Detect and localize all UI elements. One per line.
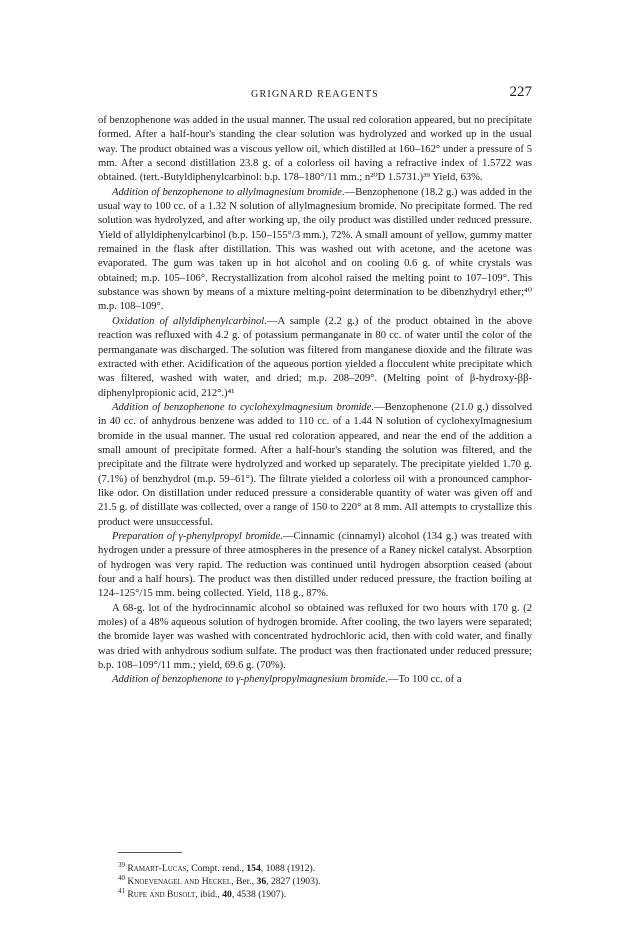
paragraph-text: —To 100 cc. of a	[387, 674, 462, 686]
body-text	[98, 114, 532, 688]
running-head	[98, 84, 532, 106]
footnote-author: Rupe and Busolt	[127, 889, 196, 900]
subhead-allyl-addition: Addition of benzophenone to allylmagnesium bromide.	[112, 186, 345, 198]
footnote-rule	[118, 852, 182, 853]
footnote-rest: , 2827 (1903).	[266, 876, 321, 887]
page-number: 227	[509, 84, 532, 100]
paragraph-text: —Benzophenone (18.2 g.) was added in the usual way to 100 cc. of a 1.32 N solution of allylmagnesium bromide. No precipitate formed. The red solution was hydrolyzed, and after working up, the oily product was distilled under reduced pressure. Yield of allyldiphenylcarbinol (b.p. 150–155°/3 mm.), 72%. A small amount of yellow, gummy matter remained in the flask after distillation. This was washed out with acetone, and the acetone was evaporated. The gum was taken up in hot alcohol and on cooling 0.6 g. of white crystals was obtained; m.p. 105–106°. Recrystallization from alcohol raised the melting point to 107–109°. This substance was shown by means of a mixture melting-point determination to be dibenzhydryl ether;⁴⁰ m.p. 108–109°.	[98, 186, 532, 313]
paragraph-cyclohexyl-addition	[98, 401, 532, 530]
paragraph-text: —A sample (2.2 g.) of the product obtained in the above reaction was refluxed with 4.2 g. of potassium permanganate in 80 cc. of water until the color of the permanganate was discharged. The solution was filtered from manganese dioxide and the filtrate was extracted with ether. Acidification of the aqueous portion yielded a flocculent white precipitate which was filtered, washed with water, and dried; m.p. 208–209°. (Melting point of β-hydroxy-ββ-diphenylpropionic acid, 212°.)⁴¹	[98, 315, 532, 399]
footnote-41	[98, 888, 532, 901]
paragraph-phenylpropyl-bromide	[98, 530, 532, 602]
footnotes	[98, 862, 532, 901]
footnote-author: Ramart-Lucas	[127, 863, 187, 874]
paragraph-allyl-addition	[98, 186, 532, 315]
footnote-author: Knoevenagel and Heckel	[127, 876, 232, 887]
footnote-39	[98, 862, 532, 875]
footnote-volume: 154	[246, 863, 261, 874]
subhead-phenylpropyl-addition: Addition of benzophenone to γ-phenylpropylmagnesium bromide.	[112, 674, 388, 686]
running-title: GRIGNARD REAGENTS	[251, 89, 379, 100]
subhead-cyclohexyl-addition: Addition of benzophenone to cyclohexylmagnesium bromide.	[112, 401, 375, 413]
footnote-source: , Ber.,	[231, 876, 257, 887]
footnote-source: , Compt. rend.,	[186, 863, 247, 874]
footnote-rest: , 1088 (1912).	[260, 863, 316, 874]
paragraph-text: —Benzophenone (21.0 g.) dissolved in 40 cc. of anhydrous benzene was added to 110 cc. of a 1.44 N solution of cyclohexylmagnesium bromide in the usual manner. The usual red coloration appeared, and near the end of the addition a small amount of precipitate formed. After a half-hour's standing the solution was filtered, and the precipitate and the filtrate were hydrolyzed and worked up separately. The precipitate yielded 1.70 g. (7.1%) of benzhydrol (m.p. 59–61°). The filtrate yielded a colorless oil with a pronounced camphor-like odor. On distillation under reduced pressure a considerable quantity of water was given off and 21.5 g. of distillate was collected, over a range of 150 to 220° at 8 mm. All attempts to crystallize this product were unsuccessful.	[98, 401, 532, 528]
paragraph-phenylpropyl-addition	[98, 673, 532, 687]
paragraph-hydrocinnamic: A 68-g. lot of the hydrocinnamic alcohol so obtained was refluxed for two hours with 170 g. (2 moles) of a 48% aqueous solution of hydrogen bromide. After cooling, the two layers were separated; the bromide layer was washed with concentrated hydrochloric acid, then with cold water, and finally was dried with anhydrous sodium sulfate. The product was then fractionated under reduced pressure; b.p. 108–109°/11 mm.; yield, 69.6 g. (70%).	[98, 602, 532, 672]
paragraph-text: —Cinnamic (cinnamyl) alcohol (134 g.) was treated with hydrogen under a pressure of three atmospheres in the presence of a Raney nickel catalyst. Absorption of hydrogen was very rapid. The reduction was continued until hydrogen absorption ceased (about four and a half hours). The product was then distilled under reduced pressure, the fraction boiling at 124–125°/15 mm. being collected. Yield, 118 g., 87%.	[98, 530, 533, 600]
paragraph-continuation: of benzophenone was added in the usual manner. The usual red coloration appeared, but no precipitate formed. After a half-hour's standing the clear solution was hydrolyzed and worked up in the usual way. The product obtained was a viscous yellow oil, which distilled at 160–162° under a pressure of 5 mm. After a second distillation 23.8 g. of a colorless oil having a refractive index of 1.5722 was obtained. (tert.-Butyldiphenylcarbinol: b.p. 178–180°/11 mm.; n²⁰D 1.5731.)³⁹ Yield, 63%.	[98, 115, 532, 184]
footnote-rest: , 4538 (1907).	[231, 889, 287, 900]
footnote-number: 40	[118, 874, 125, 882]
footnote-number: 39	[118, 861, 125, 869]
paragraph-oxidation	[98, 315, 532, 401]
subhead-phenylpropyl-bromide: Preparation of γ-phenylpropyl bromide.	[112, 530, 283, 542]
footnote-volume: 40	[222, 889, 232, 900]
footnote-volume: 36	[256, 876, 267, 887]
footnote-source: , ibid.,	[195, 889, 223, 900]
subhead-oxidation: Oxidation of allyldiphenylcarbinol.	[112, 315, 267, 327]
footnote-number: 41	[118, 887, 125, 895]
footnote-40	[98, 875, 532, 888]
